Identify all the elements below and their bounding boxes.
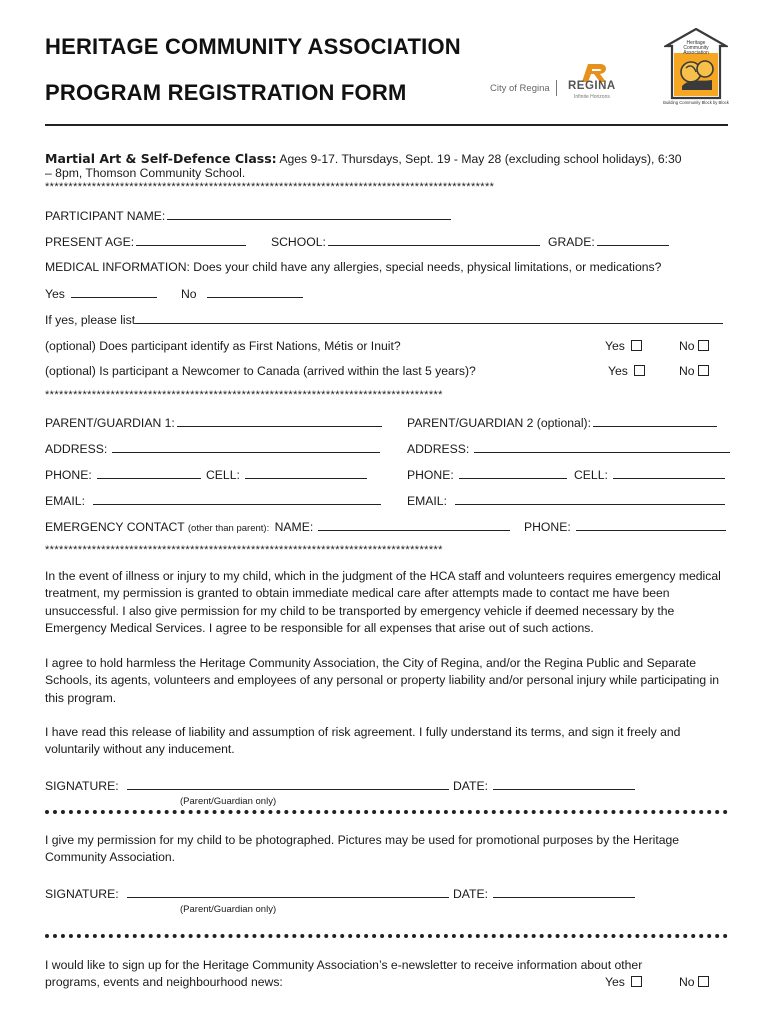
newcomer-yes[interactable] bbox=[608, 363, 645, 380]
program-details-1: Ages 9-17. Thursdays, Sept. 19 - May 28 (excluding school holidays), 6:30 bbox=[276, 152, 682, 166]
date1-label: DATE: bbox=[453, 779, 488, 793]
medical-consent-paragraph: In the event of illness or injury to my child, which in the judgment of the HCA staff and volunteers requires emergency medical treatment, my permission is granted to obtain immediate medical care after attempts made to contact me have been unsuccessful. I also give permission for my child to be transported by emergency vehicle if deemed necessary by the Emergency Medical Services. I agree to be responsible for all expenses that arise out of such actions. bbox=[45, 569, 721, 635]
release-paragraph: I have read this release of liability and assumption of risk agreement. I fully understand its terms, and sign it freely and voluntarily without any inducement. bbox=[45, 725, 681, 757]
signature1-label: SIGNATURE: bbox=[45, 779, 119, 793]
emergency-label: EMERGENCY CONTACT bbox=[45, 520, 185, 534]
first-nations-yes-label: Yes bbox=[605, 339, 625, 353]
participant-name-row bbox=[45, 207, 451, 225]
grade-row bbox=[548, 233, 669, 251]
if-yes-label: If yes, please list bbox=[45, 313, 136, 327]
signature1-note: (Parent/Guardian only) bbox=[180, 796, 277, 807]
first-nations-no[interactable] bbox=[679, 338, 709, 355]
email1-field[interactable] bbox=[93, 492, 381, 505]
school-field[interactable] bbox=[328, 233, 540, 246]
signature2-row bbox=[45, 885, 449, 903]
medical-yes-row bbox=[45, 285, 157, 303]
cell2-row bbox=[574, 466, 725, 484]
address2-label: ADDRESS: bbox=[407, 442, 470, 456]
newcomer-no-checkbox[interactable] bbox=[698, 365, 709, 376]
emergency-name-field[interactable] bbox=[318, 518, 510, 531]
email2-label: EMAIL: bbox=[407, 494, 447, 508]
email2-row bbox=[407, 492, 725, 510]
emergency-name-label: NAME: bbox=[274, 520, 314, 534]
dotted-divider-1 bbox=[45, 810, 728, 814]
newcomer-no-label: No bbox=[679, 364, 695, 378]
if-yes-field[interactable] bbox=[135, 311, 723, 324]
address1-field[interactable] bbox=[112, 440, 380, 453]
program-details-2: – 8pm, Thomson Community School. bbox=[45, 166, 246, 180]
hca-logo bbox=[664, 28, 728, 106]
guardian1-row bbox=[45, 414, 382, 432]
emergency-phone-row bbox=[524, 518, 726, 536]
guardian1-field[interactable] bbox=[177, 414, 382, 427]
if-yes-row bbox=[45, 311, 723, 329]
medical-question: MEDICAL INFORMATION: Does your child have any allergies, special needs, physical limitations, or medications? bbox=[45, 260, 662, 274]
signature2-field[interactable] bbox=[127, 885, 449, 898]
medical-yes-label: Yes bbox=[45, 287, 65, 301]
cell1-row bbox=[206, 466, 367, 484]
email1-label: EMAIL: bbox=[45, 494, 85, 508]
first-nations-no-label: No bbox=[679, 339, 695, 353]
hca-logo-tagline: Building Community Block by Block bbox=[663, 100, 729, 105]
newcomer-yes-label: Yes bbox=[608, 364, 628, 378]
school-row bbox=[271, 233, 540, 251]
address1-row bbox=[45, 440, 380, 458]
phone2-label: PHONE: bbox=[407, 468, 454, 482]
regina-logo-text: REGINA bbox=[568, 80, 616, 92]
first-nations-question: (optional) Does participant identify as First Nations, Métis or Inuit? bbox=[45, 339, 401, 353]
date2-label: DATE: bbox=[453, 887, 488, 901]
newsletter-yes[interactable] bbox=[605, 974, 642, 991]
emergency-row bbox=[45, 518, 510, 537]
first-nations-yes[interactable] bbox=[605, 338, 642, 355]
date2-row bbox=[453, 885, 635, 903]
participant-name-label: PARTICIPANT NAME: bbox=[45, 209, 166, 223]
signature2-note: (Parent/Guardian only) bbox=[180, 904, 277, 915]
separator-2: ************************************************************************************* bbox=[45, 389, 443, 401]
emergency-phone-field[interactable] bbox=[576, 518, 726, 531]
signature2-label: SIGNATURE: bbox=[45, 887, 119, 901]
newcomer-question: (optional) Is participant a Newcomer to Canada (arrived within the last 5 years)? bbox=[45, 364, 476, 378]
city-logo-text: City of Regina bbox=[490, 83, 550, 94]
email2-field[interactable] bbox=[455, 492, 725, 505]
phone2-row bbox=[407, 466, 567, 484]
guardian2-label: PARENT/GUARDIAN 2 (optional): bbox=[407, 416, 591, 430]
date1-field[interactable] bbox=[493, 777, 635, 790]
address1-label: ADDRESS: bbox=[45, 442, 108, 456]
date1-row bbox=[453, 777, 635, 795]
newsletter-yes-checkbox[interactable] bbox=[631, 976, 642, 987]
address2-field[interactable] bbox=[474, 440, 730, 453]
harmless-paragraph: I agree to hold harmless the Heritage Community Association, the City of Regina, and/or the Regina Public and Separate Schools, its agents, volunteers and employees of any personal or property liability and/or personal injury while participating in this program. bbox=[45, 656, 720, 705]
medical-no-row bbox=[181, 285, 303, 303]
newsletter-no-checkbox[interactable] bbox=[698, 976, 709, 987]
hca-logo-line2: Community bbox=[683, 45, 709, 51]
newcomer-no[interactable] bbox=[679, 363, 709, 380]
email1-row bbox=[45, 492, 381, 510]
regina-tagline: Infinite Horizons bbox=[574, 94, 610, 100]
newsletter-yes-label: Yes bbox=[605, 975, 625, 989]
medical-no-field[interactable] bbox=[207, 285, 303, 298]
newcomer-yes-checkbox[interactable] bbox=[634, 365, 645, 376]
cell2-label: CELL: bbox=[574, 468, 608, 482]
header-rule bbox=[45, 124, 728, 126]
newsletter-no-label: No bbox=[679, 975, 695, 989]
first-nations-yes-checkbox[interactable] bbox=[631, 340, 642, 351]
phone1-label: PHONE: bbox=[45, 468, 92, 482]
school-label: SCHOOL: bbox=[271, 235, 326, 249]
form-title-line1: HERITAGE COMMUNITY ASSOCIATION bbox=[45, 34, 461, 59]
dotted-divider-2 bbox=[45, 934, 728, 938]
signature1-row bbox=[45, 777, 449, 795]
form-title-line2: PROGRAM REGISTRATION FORM bbox=[45, 80, 407, 105]
phone1-field[interactable] bbox=[97, 466, 201, 479]
present-age-field[interactable] bbox=[136, 233, 246, 246]
present-age-label: PRESENT AGE: bbox=[45, 235, 135, 249]
emergency-phone-label: PHONE: bbox=[524, 520, 571, 534]
program-name: Martial Art & Self-Defence Class: bbox=[45, 151, 277, 166]
hca-logo-line3: Association bbox=[683, 50, 709, 56]
newsletter-line2: programs, events and neighbourhood news: bbox=[45, 975, 283, 989]
city-of-regina-logo bbox=[490, 62, 630, 102]
address2-row bbox=[407, 440, 730, 458]
cell1-field[interactable] bbox=[245, 466, 367, 479]
separator-3: ************************************************************************************* bbox=[45, 544, 443, 556]
hca-logo-line1: Heritage bbox=[686, 40, 706, 46]
grade-label: GRADE: bbox=[548, 235, 595, 249]
guardian2-row bbox=[407, 414, 717, 432]
guardian2-field[interactable] bbox=[593, 414, 717, 427]
phone2-field[interactable] bbox=[459, 466, 567, 479]
medical-yes-field[interactable] bbox=[71, 285, 157, 298]
date2-field[interactable] bbox=[493, 885, 635, 898]
grade-field[interactable] bbox=[597, 233, 669, 246]
separator-1: ************************************************************************************************ bbox=[45, 181, 495, 193]
participant-name-field[interactable] bbox=[167, 207, 451, 220]
logo-divider bbox=[556, 80, 557, 96]
photo-paragraph: I give my permission for my child to be photographed. Pictures may be used for promotional purposes by the Heritage Community Association. bbox=[45, 833, 680, 865]
house-logo-icon bbox=[664, 28, 728, 100]
signature1-field[interactable] bbox=[127, 777, 449, 790]
newsletter-line1: I would like to sign up for the Heritage Community Association’s e-newsletter to receive information about other bbox=[45, 958, 643, 972]
phone1-row bbox=[45, 466, 201, 484]
newsletter-no[interactable] bbox=[679, 974, 709, 991]
emergency-note: (other than parent): bbox=[187, 523, 270, 534]
cell1-label: CELL: bbox=[206, 468, 240, 482]
guardian1-label: PARENT/GUARDIAN 1: bbox=[45, 416, 175, 430]
medical-no-label: No bbox=[181, 287, 197, 301]
age-row bbox=[45, 233, 246, 251]
cell2-field[interactable] bbox=[613, 466, 725, 479]
first-nations-no-checkbox[interactable] bbox=[698, 340, 709, 351]
